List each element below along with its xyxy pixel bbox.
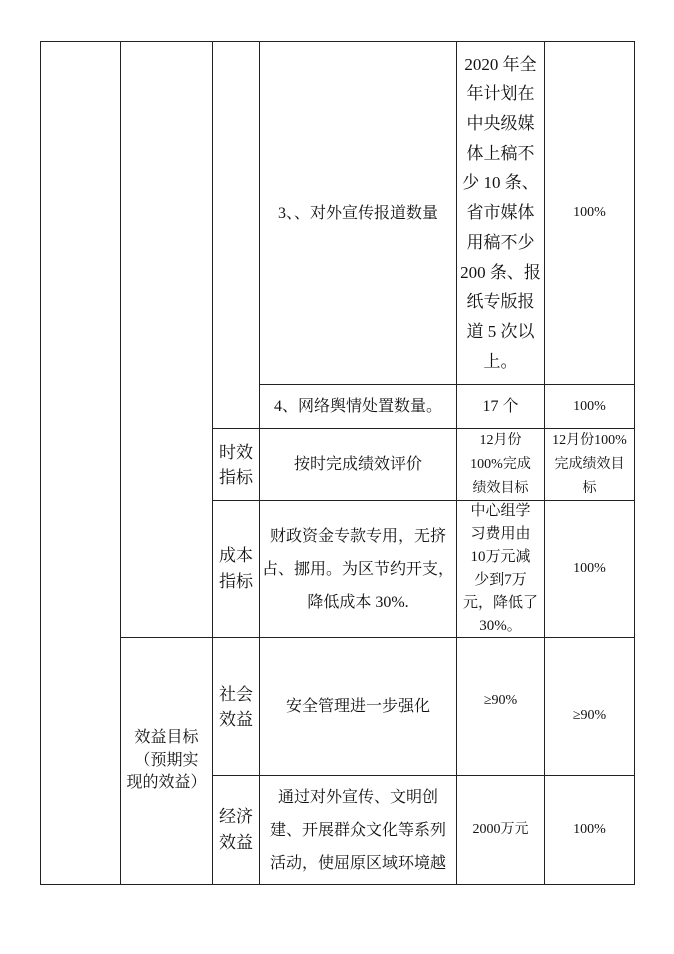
opinion-handling-target: 17 个 xyxy=(482,398,519,415)
social-benefit-actual: ≥90% xyxy=(572,707,607,723)
timeliness-target: 12月份 100%完成 绩效目标 xyxy=(470,432,531,496)
publicity-reports-target-cell xyxy=(456,41,545,385)
cost-actual: 100% xyxy=(573,561,606,576)
timeliness-category-cell xyxy=(212,428,260,501)
cost-target: 中心组学 习费用由 10万元减 少到7万 元，降低了 30%。 xyxy=(462,503,538,634)
economic-benefit-category: 经济 效益 xyxy=(219,807,253,852)
social-benefit-indicator-cell xyxy=(259,637,457,776)
economic-benefit-category-cell xyxy=(212,775,260,885)
cost-indicator-cell xyxy=(259,500,457,638)
opinion-handling-target-cell xyxy=(456,384,545,429)
opinion-handling-actual: 100% xyxy=(573,398,606,414)
economic-benefit-target-cell xyxy=(456,775,545,885)
empty-cell-quantity-category xyxy=(212,41,260,429)
social-benefit-category-cell xyxy=(212,637,260,776)
opinion-handling-indicator: 4、网络舆情处置数量。 xyxy=(273,398,442,415)
publicity-reports-indicator-cell xyxy=(259,41,457,385)
empty-cell-output-group xyxy=(120,41,213,638)
benefit-goals-label-cell xyxy=(120,637,213,885)
timeliness-target-cell xyxy=(456,428,545,501)
opinion-handling-indicator-cell xyxy=(259,384,457,429)
cost-category-cell xyxy=(212,500,260,638)
social-benefit-actual-cell xyxy=(544,637,635,776)
economic-benefit-indicator-cell xyxy=(259,775,457,885)
economic-benefit-actual-cell xyxy=(544,775,635,885)
cost-target-cell xyxy=(456,500,545,638)
cost-indicator: 财政资金专款专用，无挤 占、挪用。为区节约开支， 降低成本 30%. xyxy=(261,527,454,611)
economic-benefit-indicator: 通过对外宣传、文明创 建、开展群众文化等系列 活动，使屈原区域环境越 xyxy=(269,788,446,872)
social-benefit-target-cell xyxy=(456,637,545,776)
benefit-goals-label: 效益目标 （预期实 现的效益） xyxy=(126,729,207,792)
economic-benefit-target: 2000万元 xyxy=(472,822,529,837)
timeliness-category: 时效 指标 xyxy=(219,442,253,487)
publicity-reports-indicator: 3、、对外宣传报道数量 xyxy=(277,204,438,222)
timeliness-indicator-cell xyxy=(259,428,457,501)
social-benefit-category: 社会 效益 xyxy=(219,684,253,729)
publicity-reports-actual-cell xyxy=(544,41,635,385)
timeliness-actual: 12月份100% 完成绩效目 标 xyxy=(552,432,627,496)
timeliness-actual-cell xyxy=(544,428,635,501)
cost-actual-cell xyxy=(544,500,635,638)
opinion-handling-actual-cell xyxy=(544,384,635,429)
publicity-reports-actual: 100% xyxy=(573,205,606,220)
empty-cell-col1 xyxy=(40,41,121,885)
cost-category: 成本 指标 xyxy=(219,546,253,591)
social-benefit-target: ≥90% xyxy=(483,692,518,708)
economic-benefit-actual: 100% xyxy=(573,822,606,837)
publicity-reports-target: 2020 年全 年计划在 中央级媒 体上稿不 少 10 条、 省市媒体 用稿不少 200 条、报 纸专版报 道 5 次以 上。 xyxy=(460,54,541,371)
timeliness-indicator: 按时完成绩效评价 xyxy=(293,456,422,473)
social-benefit-indicator: 安全管理进一步强化 xyxy=(285,698,430,715)
